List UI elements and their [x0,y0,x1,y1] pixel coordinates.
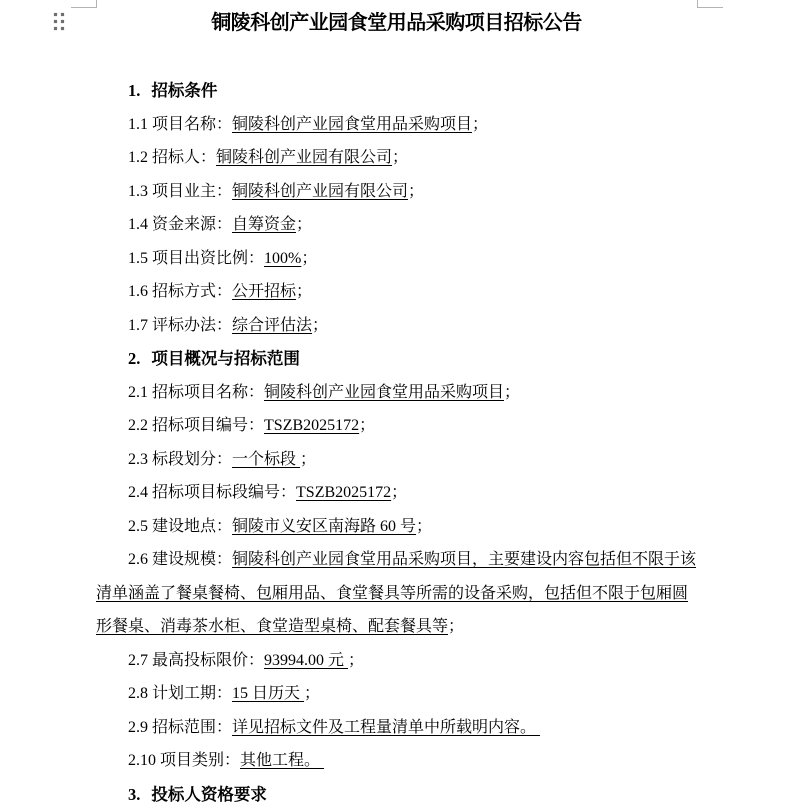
heading-text: 项目概况与招标范围 [151,349,300,368]
item-value: 自筹资金 [232,216,296,233]
item-suffix: ； [472,116,488,133]
item-value: 综合评估法 [232,317,312,334]
item-suffix: ； [312,317,328,334]
item-value: 铜陵科创产业园有限公司 [216,149,392,166]
item-label: 1.2 招标人： [128,149,216,166]
item-label: 1.7 评标办法： [128,317,232,334]
item-value: 铜陵科创产业园食堂用品采购项目 [232,116,472,133]
doc-item-2-3 [96,443,697,477]
doc-item-1-7 [96,309,697,343]
drag-handle-icon[interactable] [54,13,64,30]
sections-container [96,74,697,811]
item-label: 2.3 标段划分： [128,451,232,468]
item-label: 1.6 招标方式： [128,283,232,300]
item-suffix: ； [301,250,317,267]
section-heading-3 [96,778,697,811]
item-label: 2.7 最高投标限价： [128,652,264,669]
item-label: 1.4 资金来源： [128,216,232,233]
item-label: 2.1 招标项目名称： [128,384,264,401]
item-suffix: ； [359,417,375,434]
item-suffix: ； [304,685,320,702]
item-value: 93994.00 元 [264,652,348,669]
item-value: 15 日历天 [232,685,304,702]
section-heading-1 [96,74,697,108]
doc-item-2-4 [96,476,697,510]
doc-item-1-6 [96,275,697,309]
item-value: 铜陵科创产业园食堂用品采购项目 [264,384,504,401]
item-label: 1.3 项目业主： [128,183,232,200]
item-suffix: ； [448,618,464,635]
drag-handle-dot [54,13,57,16]
item-label: 2.10 项目类别： [128,752,240,769]
item-value: TSZB2025172 [264,417,359,434]
item-value: 详见招标文件及工程量清单中所载明内容。 [232,719,540,736]
doc-item-2-7 [96,644,697,678]
doc-item-1-3 [96,175,697,209]
document-content [96,0,697,811]
item-value: 铜陵科创产业园食堂用品采购项目，主要建设内容包括但不限于该清单涵盖了餐桌餐椅、包厢用品、食堂餐具等所需的设备采购，包括但不限于包厢圆形餐桌、消毒茶水柜、食堂造型桌椅、配套餐具等 [96,551,696,635]
heading-number: 1. [128,81,140,100]
item-suffix: ； [348,652,364,669]
doc-item-2-8 [96,677,697,711]
item-label: 2.4 招标项目标段编号： [128,484,296,501]
item-suffix: ； [504,384,520,401]
item-suffix: ； [296,283,312,300]
item-value: 铜陵市义安区南海路 60 号 [232,518,416,535]
drag-handle-dot [54,27,57,30]
doc-item-1-1 [96,108,697,142]
heading-text: 招标条件 [151,81,217,100]
drag-handle-dot [61,13,64,16]
item-label: 1.1 项目名称： [128,116,232,133]
doc-item-2-9 [96,711,697,745]
item-value: 公开招标 [232,283,296,300]
item-label: 2.6 建设规模： [128,551,232,568]
heading-text: 投标人资格要求 [151,785,267,804]
doc-item-2-1 [96,376,697,410]
item-label: 2.9 招标范围： [128,719,232,736]
item-suffix: ； [300,451,316,468]
item-label: 2.8 计划工期： [128,685,232,702]
document-title: 铜陵科创产业园食堂用品采购项目招标公告 [96,0,697,41]
doc-item-2-5 [96,510,697,544]
item-value: 一个标段 [232,451,300,468]
item-label: 1.5 项目出资比例： [128,250,264,267]
section-heading-2 [96,342,697,376]
item-value: 铜陵科创产业园有限公司 [232,183,408,200]
doc-item-1-2 [96,141,697,175]
item-suffix: ； [391,484,407,501]
doc-item-2-2 [96,409,697,443]
text-boundary-mark-right [697,0,723,8]
doc-item-2-10 [96,744,697,778]
item-label: 2.5 建设地点： [128,518,232,535]
item-value: TSZB2025172 [296,484,391,501]
drag-handle-dot [61,27,64,30]
heading-number: 2. [128,349,140,368]
drag-handle-dot [54,20,57,23]
doc-item-1-4 [96,208,697,242]
item-value: 100% [264,250,301,267]
item-label: 2.2 招标项目编号： [128,417,264,434]
item-suffix: ； [408,183,424,200]
item-suffix: ； [296,216,312,233]
text-boundary-mark-left [71,0,97,8]
item-value: 其他工程。 [240,752,324,769]
doc-item-2-6 [96,543,697,644]
doc-item-1-5 [96,242,697,276]
drag-handle-dot [61,20,64,23]
item-suffix: ； [416,518,432,535]
heading-number: 3. [128,785,140,804]
item-suffix: ； [392,149,408,166]
